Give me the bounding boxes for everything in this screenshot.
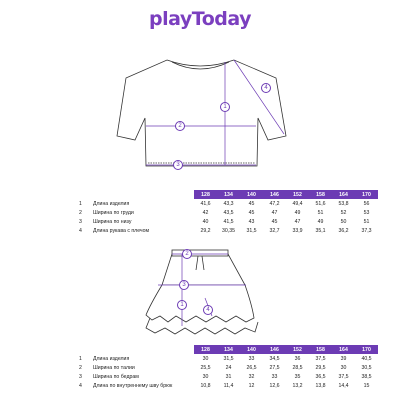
value-cell: 14,4 <box>338 382 349 389</box>
value-cell: 45 <box>248 209 255 216</box>
value-cell: 35,1 <box>315 227 326 234</box>
value-cell: 49,4 <box>292 200 303 207</box>
value-cell: 37,5 <box>338 373 349 380</box>
value-cell: 45 <box>271 218 278 225</box>
value-cell: 47,2 <box>269 200 280 207</box>
value-cell: 29,2 <box>200 227 211 234</box>
row-label: Ширина по низу <box>93 218 132 225</box>
size-cell: 140 <box>240 345 263 354</box>
value-cell: 36,5 <box>315 373 326 380</box>
tshirt-marker-4 <box>262 84 271 93</box>
row-number: 4 <box>79 227 82 234</box>
value-cell: 51 <box>317 209 324 216</box>
value-cell: 25,5 <box>200 364 211 371</box>
svg-text:2: 2 <box>185 251 189 257</box>
value-cell: 40,5 <box>361 355 372 362</box>
size-header-row <box>78 190 378 199</box>
value-cell: 11,4 <box>223 382 234 389</box>
svg-text:4: 4 <box>264 85 268 91</box>
brand-logo: playToday <box>149 8 251 30</box>
table-row <box>78 199 378 208</box>
row-number: 2 <box>79 364 82 371</box>
row-number: 3 <box>79 218 82 225</box>
value-cell: 30 <box>202 355 209 362</box>
value-cell: 49 <box>317 218 324 225</box>
size-cell: 170 <box>355 190 378 199</box>
value-cell: 49 <box>294 209 301 216</box>
value-cell: 53 <box>363 209 370 216</box>
value-cell: 47 <box>271 209 278 216</box>
row-number: 1 <box>79 355 82 362</box>
value-cell: 47 <box>294 218 301 225</box>
value-cell: 31,5 <box>246 227 257 234</box>
value-cell: 13,2 <box>292 382 303 389</box>
value-cell: 41,5 <box>223 218 234 225</box>
value-cell: 43,3 <box>223 200 234 207</box>
tshirt-marker-1 <box>221 103 230 112</box>
size-header-row <box>78 345 378 354</box>
value-cell: 28,5 <box>292 364 303 371</box>
svg-text:2: 2 <box>178 123 182 129</box>
value-cell: 15 <box>363 382 370 389</box>
skirt-marker-3 <box>180 281 189 290</box>
value-cell: 51 <box>363 218 370 225</box>
value-cell: 36 <box>294 355 301 362</box>
table-row <box>78 354 378 363</box>
row-number: 4 <box>79 382 82 389</box>
value-cell: 52 <box>340 209 347 216</box>
value-cell: 30,35 <box>222 227 235 234</box>
value-cell: 56 <box>363 200 370 207</box>
size-cell: 164 <box>332 345 355 354</box>
table-row <box>78 226 378 235</box>
table-row <box>78 381 378 390</box>
size-cell: 158 <box>309 190 332 199</box>
svg-text:4: 4 <box>206 307 210 313</box>
row-number: 3 <box>79 373 82 380</box>
size-cell: 134 <box>217 190 240 199</box>
value-cell: 41,6 <box>200 200 211 207</box>
value-cell: 30 <box>340 364 347 371</box>
value-cell: 29,5 <box>315 364 326 371</box>
value-cell: 38,5 <box>361 373 372 380</box>
value-cell: 53,8 <box>338 200 349 207</box>
size-cell: 164 <box>332 190 355 199</box>
size-cell: 134 <box>217 345 240 354</box>
value-cell: 40 <box>202 218 209 225</box>
row-label: Ширина по бедрам <box>93 373 139 380</box>
value-cell: 37,5 <box>315 355 326 362</box>
skirt-illustration <box>146 250 258 334</box>
size-cell: 158 <box>309 345 332 354</box>
value-cell: 34,5 <box>269 355 280 362</box>
value-cell: 26,5 <box>246 364 257 371</box>
value-cell: 37,3 <box>361 227 372 234</box>
svg-text:3: 3 <box>182 282 186 288</box>
value-cell: 30,5 <box>361 364 372 371</box>
value-cell: 27,5 <box>269 364 280 371</box>
size-cell: 146 <box>263 345 286 354</box>
value-cell: 33,9 <box>292 227 303 234</box>
value-cell: 50 <box>340 218 347 225</box>
table-row <box>78 208 378 217</box>
svg-text:3: 3 <box>176 162 180 168</box>
row-label: Длина по внутреннему шву брюк <box>93 382 173 389</box>
skirt-size-table <box>78 345 378 390</box>
table-row <box>78 363 378 372</box>
size-cell: 128 <box>194 190 217 199</box>
skirt-marker-2 <box>183 250 192 259</box>
table-row <box>78 372 378 381</box>
row-label: Ширина по талии <box>93 364 135 371</box>
size-cell: 140 <box>240 190 263 199</box>
value-cell: 35 <box>294 373 301 380</box>
value-cell: 51,6 <box>315 200 326 207</box>
row-label: Длина изделия <box>93 355 130 362</box>
skirt-marker-4 <box>204 306 213 315</box>
skirt-marker-1 <box>178 301 187 310</box>
size-cell: 128 <box>194 345 217 354</box>
value-cell: 42 <box>202 209 209 216</box>
value-cell: 36,2 <box>338 227 349 234</box>
svg-text:1: 1 <box>223 104 227 110</box>
row-number: 1 <box>79 200 82 207</box>
value-cell: 10,8 <box>200 382 211 389</box>
value-cell: 33 <box>271 373 278 380</box>
tshirt-marker-3 <box>174 161 183 170</box>
value-cell: 13,8 <box>315 382 326 389</box>
value-cell: 43,5 <box>223 209 234 216</box>
table-row <box>78 217 378 226</box>
size-cell: 146 <box>263 190 286 199</box>
size-cell: 170 <box>355 345 378 354</box>
value-cell: 32,7 <box>269 227 280 234</box>
value-cell: 33 <box>248 355 255 362</box>
row-label: Длина изделия <box>93 200 130 207</box>
value-cell: 12,6 <box>269 382 280 389</box>
value-cell: 24 <box>225 364 232 371</box>
value-cell: 45 <box>248 200 255 207</box>
tshirt-marker-2 <box>176 122 185 131</box>
tshirt-illustration <box>117 60 286 166</box>
value-cell: 12 <box>248 382 255 389</box>
svg-text:1: 1 <box>180 302 184 308</box>
value-cell: 31,5 <box>223 355 234 362</box>
row-label: Длина рукава с плечом <box>93 227 150 234</box>
value-cell: 32 <box>248 373 255 380</box>
row-label: Ширина по груди <box>93 209 134 216</box>
value-cell: 30 <box>202 373 209 380</box>
tshirt-size-table <box>78 190 378 235</box>
row-number: 2 <box>79 209 82 216</box>
value-cell: 43 <box>248 218 255 225</box>
value-cell: 31 <box>225 373 232 380</box>
size-cell: 152 <box>286 190 309 199</box>
value-cell: 39 <box>340 355 347 362</box>
size-cell: 152 <box>286 345 309 354</box>
